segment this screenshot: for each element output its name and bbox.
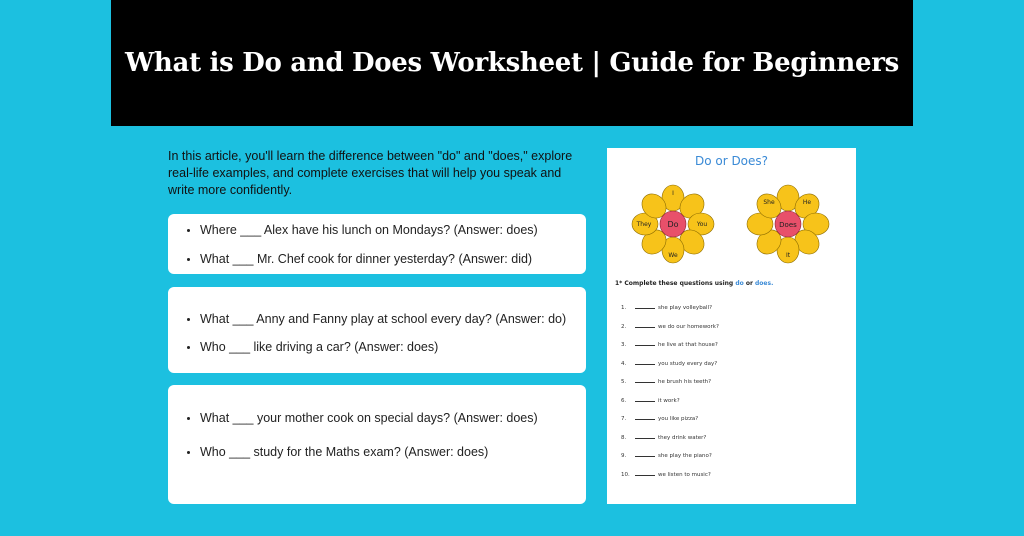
instruction-or: or [745, 280, 753, 287]
does-flower-icon [738, 178, 838, 268]
answer-blank [635, 456, 655, 457]
petal-label: They [636, 221, 652, 228]
do-center-label: Do [667, 220, 679, 229]
example-card-3 [168, 385, 586, 504]
answer-blank [635, 401, 655, 402]
worksheet-question [621, 379, 711, 385]
page-title: What is Do and Does Worksheet | Guide for Beginners [125, 48, 899, 78]
example-item: • What ___ Mr. Chef cook for dinner yesterday? (Answer: did) [200, 252, 532, 266]
petal-label: She [763, 199, 775, 206]
example-item: • What ___ Anny and Fanny play at school every day? (Answer: do) [200, 312, 566, 326]
answer-blank [635, 327, 655, 328]
question-number: 2. [621, 323, 627, 330]
question-text: we do our homework? [658, 323, 719, 330]
example-item: • Who ___ study for the Maths exam? (Answer: does) [200, 445, 488, 459]
worksheet-question [621, 435, 706, 441]
petal-label: I [672, 190, 674, 197]
question-text: you like pizza? [658, 416, 699, 422]
example-item: • Who ___ like driving a car? (Answer: does) [200, 340, 438, 354]
do-flower-icon [623, 178, 723, 268]
example-item: • Where ___ Alex have his lunch on Mondays? (Answer: does) [200, 223, 538, 237]
answer-blank [635, 308, 655, 309]
worksheet-question [621, 472, 711, 478]
worksheet-question [621, 398, 680, 404]
instruction-does: does. [755, 280, 774, 287]
question-number: 8. [621, 434, 627, 441]
answer-blank [635, 345, 655, 346]
answer-blank [635, 364, 655, 365]
question-text: we listen to music? [658, 471, 711, 478]
question-number: 7. [621, 416, 627, 422]
answer-blank [635, 419, 655, 420]
worksheet-question [621, 342, 718, 348]
question-text: he brush his teeth? [658, 379, 712, 385]
question-text: she play volleyball? [658, 305, 713, 311]
worksheet-question [621, 324, 719, 330]
worksheet-image [607, 148, 856, 504]
worksheet-question [621, 453, 712, 459]
question-number: 6. [621, 397, 627, 404]
example-item: • What ___ your mother cook on special days? (Answer: does) [200, 411, 538, 425]
intro-paragraph: In this article, you'll learn the difference between "do" and "does," explore real-life examples, and complete exercises that will help you speak and write more confidently. [168, 149, 573, 197]
answer-blank [635, 438, 655, 439]
question-text: you study every day? [658, 360, 718, 367]
example-card-2 [168, 287, 586, 373]
instruction-text: 1* Complete these questions using [615, 280, 734, 287]
question-text: she play the piano? [658, 453, 712, 459]
answer-blank [635, 475, 655, 476]
question-text: he live at that house? [658, 342, 718, 348]
title-banner [111, 0, 913, 126]
petal-label: He [802, 199, 812, 206]
worksheet-question [621, 416, 698, 422]
petal-label: We [668, 252, 678, 259]
worksheet-question [621, 305, 712, 311]
question-text: they drink water? [658, 434, 707, 441]
worksheet-question [621, 361, 717, 367]
question-text: it work? [658, 397, 680, 404]
worksheet-instruction [615, 280, 773, 287]
does-center-label: Does [779, 221, 797, 229]
petal-label: It [785, 252, 791, 259]
question-number: 4. [621, 360, 627, 367]
question-number: 10. [621, 471, 630, 478]
example-card-1 [168, 214, 586, 274]
question-number: 3. [621, 342, 627, 348]
instruction-do: do [735, 280, 744, 287]
question-number: 5. [621, 379, 627, 385]
question-number: 9. [621, 453, 627, 459]
question-number: 1. [621, 305, 627, 311]
answer-blank [635, 382, 655, 383]
worksheet-title: Do or Does? [694, 154, 769, 168]
petal-label: You [696, 221, 708, 228]
